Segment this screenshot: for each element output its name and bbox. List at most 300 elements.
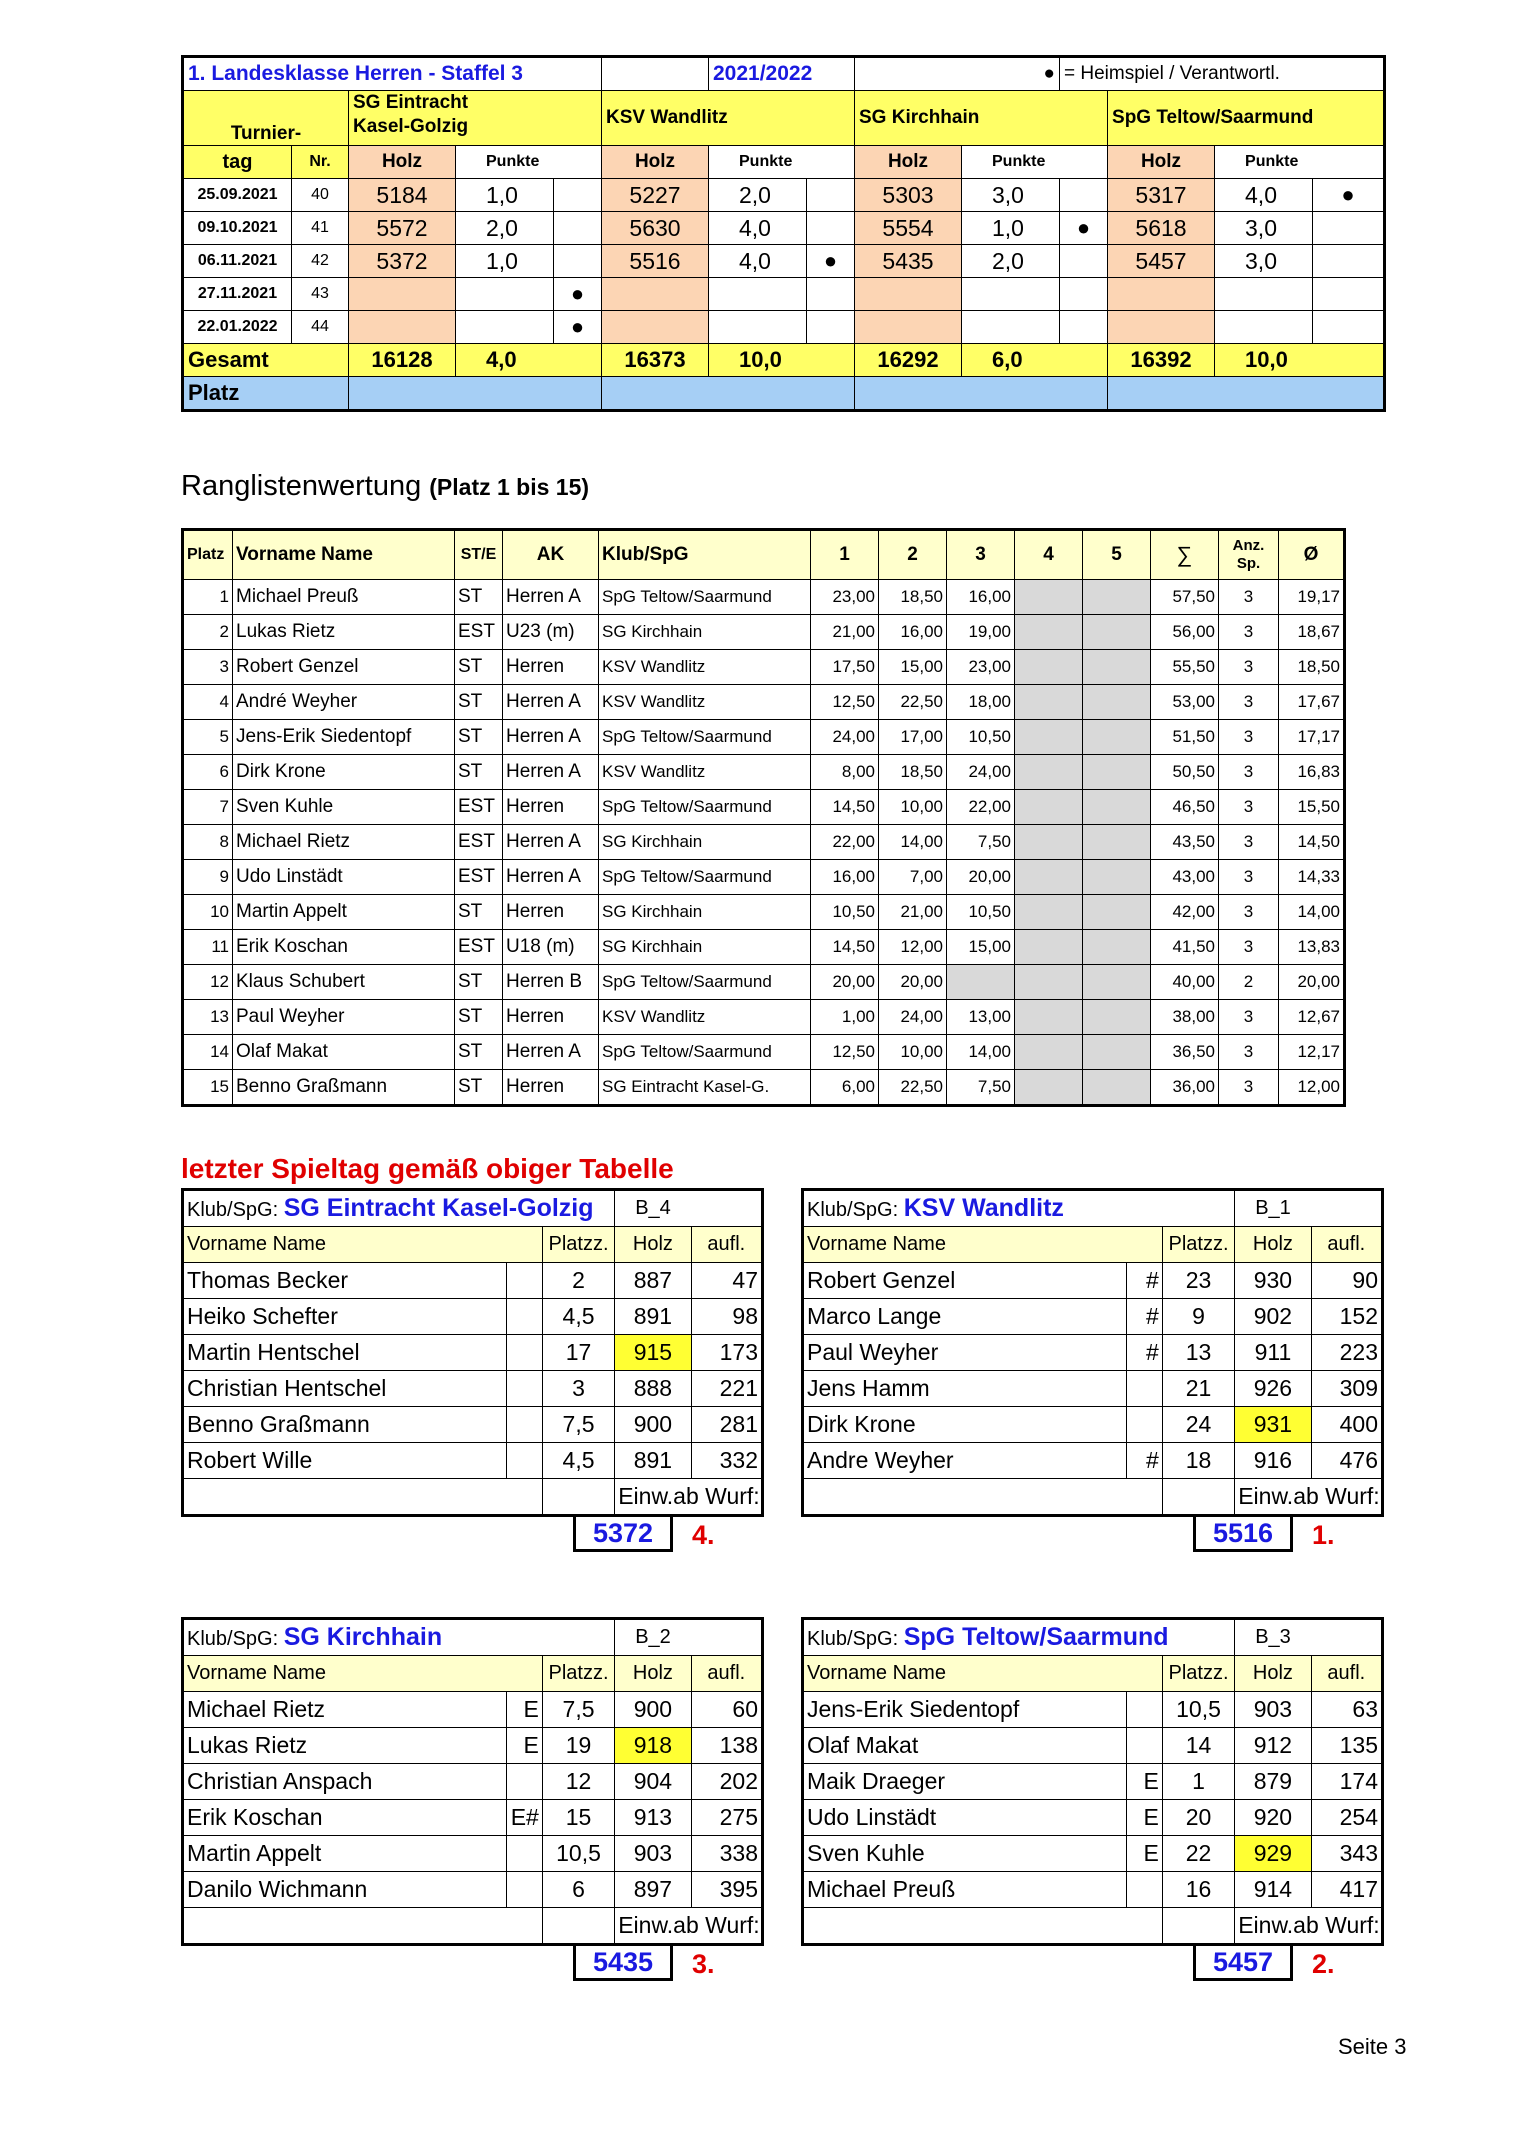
player-name: Michael Preuß [803, 1872, 1127, 1908]
rank-sum: 36,00 [1151, 1070, 1219, 1106]
rank-game-4 [1015, 825, 1083, 860]
rank-name: Michael Preuß [233, 580, 455, 615]
round-punkte: 3,0 [962, 179, 1060, 212]
player-row [803, 1764, 1383, 1800]
rank-anz: 3 [1219, 930, 1279, 965]
rank-avg: 17,67 [1279, 685, 1345, 720]
player-holz: 900 [615, 1692, 691, 1728]
rank-game-5 [1083, 720, 1151, 755]
rank-ak: Herren A [503, 825, 599, 860]
panel-club: Klub/SpG: SG Eintracht Kasel-Golzig [183, 1190, 615, 1227]
player-holz: 916 [1235, 1443, 1311, 1479]
panel-placement: 3. [692, 1949, 715, 1979]
rank-anz: 3 [1219, 1000, 1279, 1035]
rank-game-3: 13,00 [947, 1000, 1015, 1035]
rank-game-3: 15,00 [947, 930, 1015, 965]
player-platz: 10,5 [1162, 1692, 1234, 1728]
rank-game-3: 7,50 [947, 1070, 1015, 1106]
ranking-row [183, 860, 1345, 895]
player-aufl: 47 [691, 1263, 762, 1299]
player-aufl: 135 [1311, 1728, 1382, 1764]
rank-game-5 [1083, 755, 1151, 790]
player-name: Maik Draeger [803, 1764, 1127, 1800]
home-game-dot [807, 179, 855, 212]
panel-placement: 4. [692, 1520, 715, 1550]
rank-name: Paul Weyher [233, 1000, 455, 1035]
round-holz: 5572 [349, 212, 456, 245]
ranking-subtitle: (Platz 1 bis 15) [429, 474, 590, 500]
rank-avg: 20,00 [1279, 965, 1345, 1000]
rank-ak: Herren A [503, 685, 599, 720]
player-name: Martin Hentschel [183, 1335, 507, 1371]
rank-ak: Herren [503, 895, 599, 930]
rank-name: Michael Rietz [233, 825, 455, 860]
rank-game-4 [1015, 1035, 1083, 1070]
panel-header-row [183, 1619, 763, 1656]
player-holz: 879 [1235, 1764, 1311, 1800]
ranking-row [183, 650, 1345, 685]
player-holz: 920 [1235, 1800, 1311, 1836]
rank-platz: 2 [183, 615, 233, 650]
player-name: Udo Linstädt [803, 1800, 1127, 1836]
einw-label: Einw.ab Wurf: [1235, 1908, 1383, 1945]
rank-anz: 3 [1219, 650, 1279, 685]
rank-avg: 18,50 [1279, 650, 1345, 685]
rank-avg: 12,17 [1279, 1035, 1345, 1070]
rank-club: KSV Wandlitz [599, 685, 811, 720]
rank-game-3: 7,50 [947, 825, 1015, 860]
rank-platz: 5 [183, 720, 233, 755]
punkte-header: Punkte [709, 146, 855, 179]
rank-st: ST [455, 1035, 503, 1070]
team-total-punkte: 10,0 [1215, 344, 1385, 377]
home-game-dot: ● [1313, 179, 1385, 212]
player-platz: 1 [1162, 1764, 1234, 1800]
team-platz-cell [602, 377, 855, 411]
rank-ak: Herren [503, 1070, 599, 1106]
player-flag [506, 1407, 542, 1443]
player-row [183, 1728, 763, 1764]
panel-name-header: Vorname Name [183, 1656, 543, 1692]
rank-name: Udo Linstädt [233, 860, 455, 895]
rank-game-5 [1083, 615, 1151, 650]
platz-row [183, 377, 1385, 411]
rank-game-4 [1015, 650, 1083, 685]
rank-platz: 8 [183, 825, 233, 860]
holz-header: Holz [1108, 146, 1215, 179]
ranking-heading [181, 470, 589, 503]
einw-label: Einw.ab Wurf: [615, 1479, 763, 1516]
rank-club: SG Eintracht Kasel-G. [599, 1070, 811, 1106]
team-total-holz: 16373 [602, 344, 709, 377]
punkte-header: Punkte [456, 146, 602, 179]
round-punkte: 2,0 [962, 245, 1060, 278]
rank-platz: 13 [183, 1000, 233, 1035]
rank-game-4 [1015, 720, 1083, 755]
rank-platz: 3 [183, 650, 233, 685]
round-row [183, 311, 1385, 344]
rank-platz: 6 [183, 755, 233, 790]
home-game-dot [554, 245, 602, 278]
player-name: Danilo Wichmann [183, 1872, 507, 1908]
rank-game-5 [1083, 1000, 1151, 1035]
rank-anz: 3 [1219, 1035, 1279, 1070]
home-game-dot [554, 179, 602, 212]
player-holz: 897 [615, 1872, 691, 1908]
round-row [183, 179, 1385, 212]
team-panel-wandlitz [801, 1188, 1384, 1550]
player-holz: 912 [1235, 1728, 1311, 1764]
rank-game-1: 23,00 [811, 580, 879, 615]
player-flag [1126, 1728, 1162, 1764]
round-row [183, 278, 1385, 311]
team-lineup-table [801, 1188, 1384, 1517]
rank-anz: 3 [1219, 895, 1279, 930]
player-name: Olaf Makat [803, 1728, 1127, 1764]
rank-game-2: 24,00 [879, 1000, 947, 1035]
player-flag: E [506, 1692, 542, 1728]
rank-game-2: 7,00 [879, 860, 947, 895]
player-platz: 20 [1162, 1800, 1234, 1836]
team-panel-kasel-golzig [181, 1188, 764, 1550]
rank-club: KSV Wandlitz [599, 755, 811, 790]
rank-ak: Herren A [503, 580, 599, 615]
rank-game-2: 22,50 [879, 685, 947, 720]
rank-platz: 9 [183, 860, 233, 895]
player-flag [506, 1299, 542, 1335]
player-row [183, 1335, 763, 1371]
home-game-dot [1060, 278, 1108, 311]
rank-anz: 3 [1219, 825, 1279, 860]
player-row [803, 1443, 1383, 1479]
round-date: 27.11.2021 [183, 278, 292, 311]
player-flag [506, 1443, 542, 1479]
rank-st: ST [455, 650, 503, 685]
rank-club: KSV Wandlitz [599, 650, 811, 685]
rank-avg: 14,50 [1279, 825, 1345, 860]
round-punkte: 3,0 [1215, 212, 1313, 245]
player-aufl: 338 [691, 1836, 762, 1872]
team-total-punkte: 10,0 [709, 344, 855, 377]
round-holz [855, 278, 962, 311]
player-flag [506, 1335, 542, 1371]
home-game-dot [1313, 311, 1385, 344]
panel-total-holz: 5457 [1193, 1943, 1293, 1981]
player-row [183, 1764, 763, 1800]
panel-placement: 1. [1312, 1520, 1335, 1550]
player-name: Lukas Rietz [183, 1728, 507, 1764]
player-row [183, 1692, 763, 1728]
rank-name: Sven Kuhle [233, 790, 455, 825]
panel-header-row [183, 1190, 763, 1227]
rank-sum: 43,50 [1151, 825, 1219, 860]
rank-club: SpG Teltow/Saarmund [599, 580, 811, 615]
round-holz [855, 311, 962, 344]
player-holz: 888 [615, 1371, 691, 1407]
einw-label: Einw.ab Wurf: [615, 1908, 763, 1945]
rank-ak: Herren A [503, 755, 599, 790]
rank-avg: 18,67 [1279, 615, 1345, 650]
player-flag: # [1126, 1299, 1162, 1335]
player-flag [506, 1872, 542, 1908]
rank-anz: 3 [1219, 615, 1279, 650]
rank-sum: 46,50 [1151, 790, 1219, 825]
ranking-row [183, 685, 1345, 720]
overview-subheader-row [183, 146, 1385, 179]
rank-platz: 15 [183, 1070, 233, 1106]
player-flag [506, 1263, 542, 1299]
rank-ak: U23 (m) [503, 615, 599, 650]
rank-avg: 12,00 [1279, 1070, 1345, 1106]
player-platz: 10,5 [542, 1836, 614, 1872]
col-sum: ∑ [1151, 530, 1219, 580]
holz-header: Holz [602, 146, 709, 179]
rank-game-5 [1083, 895, 1151, 930]
player-platz: 23 [1162, 1263, 1234, 1299]
rank-club: SpG Teltow/Saarmund [599, 790, 811, 825]
home-game-dot [807, 278, 855, 311]
player-platz: 4,5 [542, 1299, 614, 1335]
panel-aufl-header: aufl. [1311, 1656, 1382, 1692]
team-panel-teltow [801, 1617, 1384, 1979]
rank-club: SG Kirchhain [599, 895, 811, 930]
round-holz: 5435 [855, 245, 962, 278]
rank-game-1: 12,50 [811, 1035, 879, 1070]
rank-game-2: 20,00 [879, 965, 947, 1000]
einw-label: Einw.ab Wurf: [1235, 1479, 1383, 1516]
home-game-dot: ● [807, 245, 855, 278]
rank-avg: 15,50 [1279, 790, 1345, 825]
team-total-holz: 16392 [1108, 344, 1215, 377]
ranking-table [181, 528, 1346, 1107]
rank-game-3: 20,00 [947, 860, 1015, 895]
rank-sum: 56,00 [1151, 615, 1219, 650]
round-punkte: 1,0 [962, 212, 1060, 245]
rank-sum: 43,00 [1151, 860, 1219, 895]
panel-column-header [183, 1227, 763, 1263]
team-lineup-table [181, 1188, 764, 1517]
panel-club: Klub/SpG: SpG Teltow/Saarmund [803, 1619, 1235, 1656]
player-aufl: 152 [1311, 1299, 1382, 1335]
home-game-dot: ● [1060, 212, 1108, 245]
player-row [183, 1443, 763, 1479]
home-game-dot [807, 311, 855, 344]
rank-anz: 2 [1219, 965, 1279, 1000]
player-name: Dirk Krone [803, 1407, 1127, 1443]
player-name: Christian Anspach [183, 1764, 507, 1800]
holz-header: Holz [855, 146, 962, 179]
col-st: ST/E [455, 530, 503, 580]
player-flag: # [1126, 1263, 1162, 1299]
rank-game-4 [1015, 930, 1083, 965]
einw-row [803, 1908, 1383, 1945]
player-row [803, 1371, 1383, 1407]
player-row [183, 1872, 763, 1908]
player-flag [506, 1371, 542, 1407]
player-aufl: 309 [1311, 1371, 1382, 1407]
rank-game-2: 10,00 [879, 1035, 947, 1070]
rank-game-1: 6,00 [811, 1070, 879, 1106]
panel-column-header [183, 1656, 763, 1692]
player-name: Robert Genzel [803, 1263, 1127, 1299]
rank-avg: 17,17 [1279, 720, 1345, 755]
team-header-1: SG Eintracht Kasel-Golzig [349, 91, 602, 146]
rank-sum: 41,50 [1151, 930, 1219, 965]
rank-club: SpG Teltow/Saarmund [599, 965, 811, 1000]
player-row [803, 1692, 1383, 1728]
player-aufl: 476 [1311, 1443, 1382, 1479]
panel-aufl-header: aufl. [1311, 1227, 1382, 1263]
rank-name: Erik Koschan [233, 930, 455, 965]
player-flag: E# [506, 1800, 542, 1836]
player-name: Martin Appelt [183, 1836, 507, 1872]
rank-game-4 [1015, 1070, 1083, 1106]
rank-name: Klaus Schubert [233, 965, 455, 1000]
rank-game-4 [1015, 755, 1083, 790]
player-holz: 904 [615, 1764, 691, 1800]
panel-platz-header: Platzz. [542, 1227, 614, 1263]
player-name: Andre Weyher [803, 1443, 1127, 1479]
rank-game-3: 19,00 [947, 615, 1015, 650]
player-flag: E [506, 1728, 542, 1764]
col-anz: Anz. Sp. [1219, 530, 1279, 580]
rank-st: ST [455, 685, 503, 720]
player-platz: 24 [1162, 1407, 1234, 1443]
rank-game-1: 22,00 [811, 825, 879, 860]
round-punkte [709, 278, 807, 311]
rank-game-5 [1083, 650, 1151, 685]
team-platz-cell [855, 377, 1108, 411]
player-holz: 911 [1235, 1335, 1311, 1371]
rank-avg: 19,17 [1279, 580, 1345, 615]
rank-game-3: 14,00 [947, 1035, 1015, 1070]
rank-game-1: 24,00 [811, 720, 879, 755]
panel-aufl-header: aufl. [691, 1656, 762, 1692]
rank-club: SpG Teltow/Saarmund [599, 720, 811, 755]
panel-placement: 2. [1312, 1949, 1335, 1979]
round-nr: 43 [292, 278, 349, 311]
rank-game-1: 10,50 [811, 895, 879, 930]
rank-sum: 36,50 [1151, 1035, 1219, 1070]
round-holz: 5554 [855, 212, 962, 245]
player-platz: 16 [1162, 1872, 1234, 1908]
rank-anz: 3 [1219, 720, 1279, 755]
rank-game-3: 24,00 [947, 755, 1015, 790]
round-holz: 5516 [602, 245, 709, 278]
team-total-punkte: 6,0 [962, 344, 1108, 377]
ranking-row [183, 930, 1345, 965]
ranking-row [183, 720, 1345, 755]
col-name: Vorname Name [233, 530, 455, 580]
player-aufl: 400 [1311, 1407, 1382, 1443]
holz-header: Holz [349, 146, 456, 179]
round-date: 22.01.2022 [183, 311, 292, 344]
player-flag [506, 1764, 542, 1800]
player-platz: 2 [542, 1263, 614, 1299]
home-game-marker: ● [855, 57, 1060, 91]
col-avg: Ø [1279, 530, 1345, 580]
player-aufl: 343 [1311, 1836, 1382, 1872]
rank-game-2: 14,00 [879, 825, 947, 860]
rank-name: Robert Genzel [233, 650, 455, 685]
panel-platz-header: Platzz. [1162, 1656, 1234, 1692]
home-game-dot [1060, 245, 1108, 278]
player-platz: 21 [1162, 1371, 1234, 1407]
player-row [803, 1728, 1383, 1764]
tag-label: tag [183, 146, 292, 179]
player-platz: 17 [542, 1335, 614, 1371]
player-name: Christian Hentschel [183, 1371, 507, 1407]
player-name: Jens Hamm [803, 1371, 1127, 1407]
rank-st: EST [455, 825, 503, 860]
player-row [183, 1263, 763, 1299]
player-platz: 12 [542, 1764, 614, 1800]
player-row [183, 1836, 763, 1872]
panel-header-row [803, 1190, 1383, 1227]
col-game-5: 5 [1083, 530, 1151, 580]
player-name: Paul Weyher [803, 1335, 1127, 1371]
round-date: 06.11.2021 [183, 245, 292, 278]
round-holz: 5618 [1108, 212, 1215, 245]
col-game-2: 2 [879, 530, 947, 580]
ranking-row [183, 895, 1345, 930]
player-row [183, 1800, 763, 1836]
player-flag: E [1126, 1800, 1162, 1836]
player-platz: 13 [1162, 1335, 1234, 1371]
rank-ak: Herren A [503, 860, 599, 895]
rank-anz: 3 [1219, 755, 1279, 790]
rank-sum: 55,50 [1151, 650, 1219, 685]
rank-sum: 57,50 [1151, 580, 1219, 615]
panel-platz-header: Platzz. [1162, 1227, 1234, 1263]
league-overview-table [181, 55, 1386, 412]
overview-team-row [183, 91, 1385, 146]
ranking-row [183, 825, 1345, 860]
punkte-header: Punkte [962, 146, 1108, 179]
rank-avg: 12,67 [1279, 1000, 1345, 1035]
player-aufl: 221 [691, 1371, 762, 1407]
gesamt-row [183, 344, 1385, 377]
team-header-3: SG Kirchhain [855, 91, 1108, 146]
rank-game-1: 21,00 [811, 615, 879, 650]
rank-platz: 7 [183, 790, 233, 825]
league-title: 1. Landesklasse Herren - Staffel 3 [183, 57, 602, 91]
player-holz: 918 [615, 1728, 691, 1764]
round-punkte [456, 311, 554, 344]
player-aufl: 254 [1311, 1800, 1382, 1836]
round-date: 25.09.2021 [183, 179, 292, 212]
ranking-row [183, 755, 1345, 790]
player-aufl: 90 [1311, 1263, 1382, 1299]
rank-name: Martin Appelt [233, 895, 455, 930]
home-game-dot [1313, 212, 1385, 245]
player-flag [506, 1836, 542, 1872]
rank-name: André Weyher [233, 685, 455, 720]
player-row [803, 1836, 1383, 1872]
player-name: Sven Kuhle [803, 1836, 1127, 1872]
rank-game-1: 20,00 [811, 965, 879, 1000]
round-holz [349, 311, 456, 344]
rank-game-5 [1083, 825, 1151, 860]
rank-club: KSV Wandlitz [599, 1000, 811, 1035]
player-aufl: 275 [691, 1800, 762, 1836]
rank-game-3: 18,00 [947, 685, 1015, 720]
home-game-dot [554, 212, 602, 245]
player-aufl: 60 [691, 1692, 762, 1728]
rank-club: SG Kirchhain [599, 930, 811, 965]
rank-platz: 10 [183, 895, 233, 930]
round-nr: 41 [292, 212, 349, 245]
